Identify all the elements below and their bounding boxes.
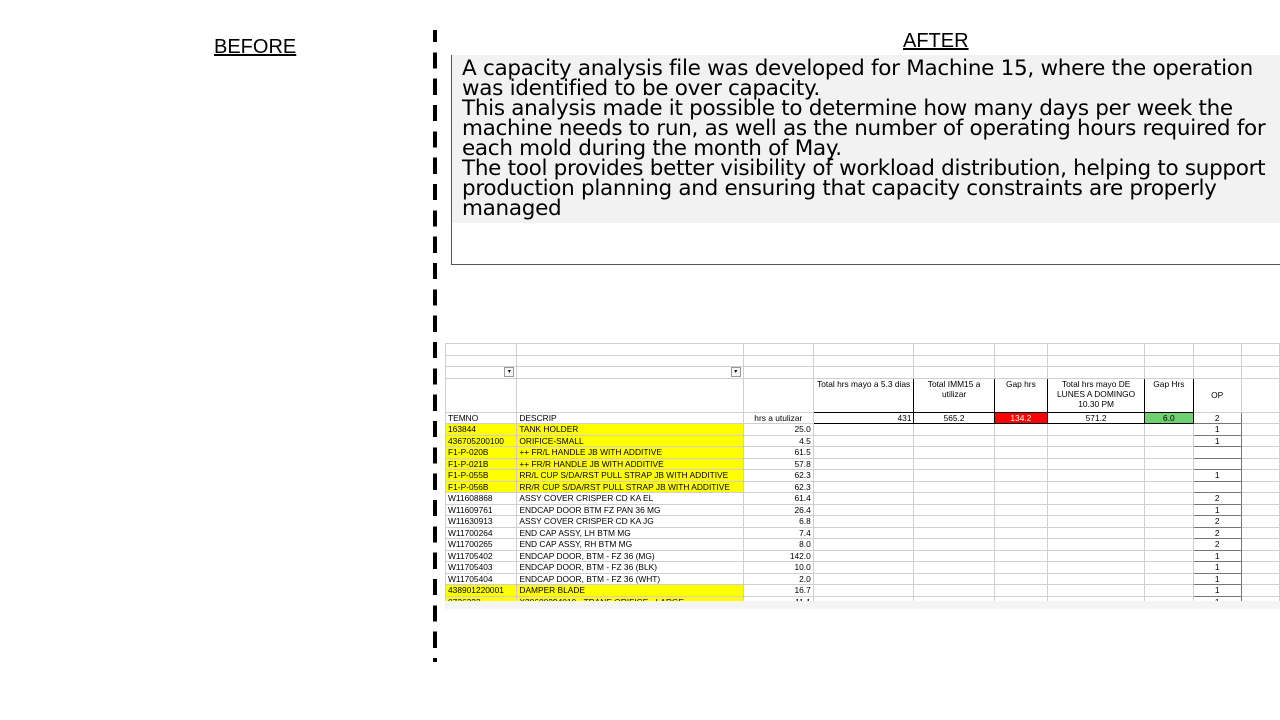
header-total-hrs: Total hrs mayo a 5.3 dias [813,378,914,412]
cell-op: 1 [1193,550,1241,562]
dashed-divider [433,30,437,662]
cell-hrs: 57.8 [743,458,813,470]
cell-hrs: 25.0 [743,424,813,436]
cell-descrip: ++ FR/R HANDLE JB WITH ADDITIVE [517,458,743,470]
cell-op [1193,481,1241,493]
cell-hrs: 61.4 [743,493,813,505]
cell-hrs: 62.3 [743,470,813,482]
cell-item: W11609761 [446,504,517,516]
cell-op: 2 [1193,527,1241,539]
value-gap-hrs: 134.2 [994,412,1047,424]
cell-op: 2 [1193,516,1241,528]
table-row [446,585,1280,597]
cell-hrs: 142.0 [743,550,813,562]
value-op: 2 [1193,412,1241,424]
cell-hrs: 61.5 [743,447,813,459]
cell-op: 1 [1193,585,1241,597]
cell-op [1193,458,1241,470]
table-row [446,504,1280,516]
cell-descrip: ENDCAP DOOR BTM FZ PAN 36 MG [517,504,743,516]
table-row [446,458,1280,470]
cell-descrip: ENDCAP DOOR, BTM - FZ 36 (BLK) [517,562,743,574]
cell-op: 1 [1193,424,1241,436]
value-gap-hrs-2: 6.0 [1145,412,1193,424]
filter-dropdown-icon[interactable]: ▾ [504,367,514,377]
cell-hrs: 16.7 [743,585,813,597]
cell-hrs: 26.4 [743,504,813,516]
cell-descrip: DAMPER BLADE [517,585,743,597]
table-row [446,562,1280,574]
cell-hrs: 6.8 [743,516,813,528]
cell-op: 2 [1193,493,1241,505]
table-row [446,424,1280,436]
description-paragraph-3: The tool provides better visibility of workload distribution, helping to support production planning and ensuring that capacity constraints are properly managed [462,156,1266,221]
table-row [446,550,1280,562]
value-total-lunes: 571.2 [1048,412,1145,424]
cell-descrip: ORIFICE-SMALL [517,435,743,447]
cell-item: 163844 [446,424,517,436]
table-row [446,516,1280,528]
table-row [446,481,1280,493]
cell-item: F1-P-020B [446,447,517,459]
cell-descrip: ++ FR/L HANDLE JB WITH ADDITIVE [517,447,743,459]
cell-hrs: 8.0 [743,539,813,551]
cell-op: 2 [1193,539,1241,551]
sheet-scroll-strip[interactable] [445,601,1280,609]
capacity-spreadsheet[interactable] [445,343,1280,607]
cell-item: W11705402 [446,550,517,562]
cell-descrip: END CAP ASSY, LH BTM MG [517,527,743,539]
cell-hrs: 10.0 [743,562,813,574]
value-total-imm: 565.2 [914,412,994,424]
cell-item: 438901220001 [446,585,517,597]
filter-dropdown-icon[interactable]: ▾ [731,367,741,377]
table-row [446,447,1280,459]
header-gap-hrs: Gap hrs [994,378,1047,412]
cell-item: W11608868 [446,493,517,505]
table-row [446,527,1280,539]
cell-op: 1 [1193,470,1241,482]
cell-item: F1-P-021B [446,458,517,470]
cell-descrip: ENDCAP DOOR, BTM - FZ 36 (MG) [517,550,743,562]
description-textbox[interactable] [451,55,1280,265]
cell-op: 1 [1193,562,1241,574]
header-total-lunes: Total hrs mayo DE LUNES A DOMINGO 10.30 PM [1048,378,1145,412]
cell-descrip: RR/L CUP S/DA/RST PULL STRAP JB WITH ADDITIVE [517,470,743,482]
cell-hrs: 7.4 [743,527,813,539]
cell-item: W11700265 [446,539,517,551]
header-total-imm: Total IMM15 a utilizar [914,378,994,412]
summary-header-row [446,378,1280,412]
cell-op: 1 [1193,504,1241,516]
cell-item: W11705403 [446,562,517,574]
filter-row [446,367,1280,379]
capacity-table [445,343,1280,607]
cell-item: W11705404 [446,573,517,585]
table-row [446,493,1280,505]
cell-item: 436705200100 [446,435,517,447]
before-heading: BEFORE [214,36,297,58]
cell-hrs: 2.0 [743,573,813,585]
cell-descrip: END CAP ASSY, RH BTM MG [517,539,743,551]
col-header-item: TEMNO [446,412,517,424]
cell-descrip: ENDCAP DOOR, BTM - FZ 36 (WHT) [517,573,743,585]
col-header-descrip: DESCRIP [517,412,743,424]
cell-descrip: ASSY COVER CRISPER CD KA JG [517,516,743,528]
cell-item: F1-P-056B [446,481,517,493]
cell-op: 1 [1193,573,1241,585]
cell-descrip: TANK HOLDER [517,424,743,436]
cell-item: W11630913 [446,516,517,528]
blank-row [446,344,1280,356]
cell-descrip: RR/R CUP S/DA/RST PULL STRAP JB WITH ADDITIVE [517,481,743,493]
cell-hrs: 62.3 [743,481,813,493]
blank-row [446,355,1280,367]
description-paragraph-2: This analysis made it possible to determine how many days per week the machine needs to run, as well as the number of operating hours required for each mold during the month of May. [462,96,1266,161]
cell-item: F1-P-055B [446,470,517,482]
cell-hrs: 4.5 [743,435,813,447]
cell-item: W11700264 [446,527,517,539]
column-header-row [446,412,1280,424]
cell-op [1193,447,1241,459]
col-header-hrs: hrs a utulizar [743,412,813,424]
description-paragraph-1: A capacity analysis file was developed for Machine 15, where the operation was identified to be over capacity. [462,56,1253,101]
cell-descrip: ASSY COVER CRISPER CD KA EL [517,493,743,505]
table-row [446,539,1280,551]
table-row [446,470,1280,482]
after-heading: AFTER [903,30,969,52]
value-total-hrs: 431 [813,412,914,424]
table-row [446,435,1280,447]
cell-op: 1 [1193,435,1241,447]
header-op: OP [1193,378,1241,412]
header-gap-hrs-2: Gap Hrs [1145,378,1193,412]
table-row [446,573,1280,585]
